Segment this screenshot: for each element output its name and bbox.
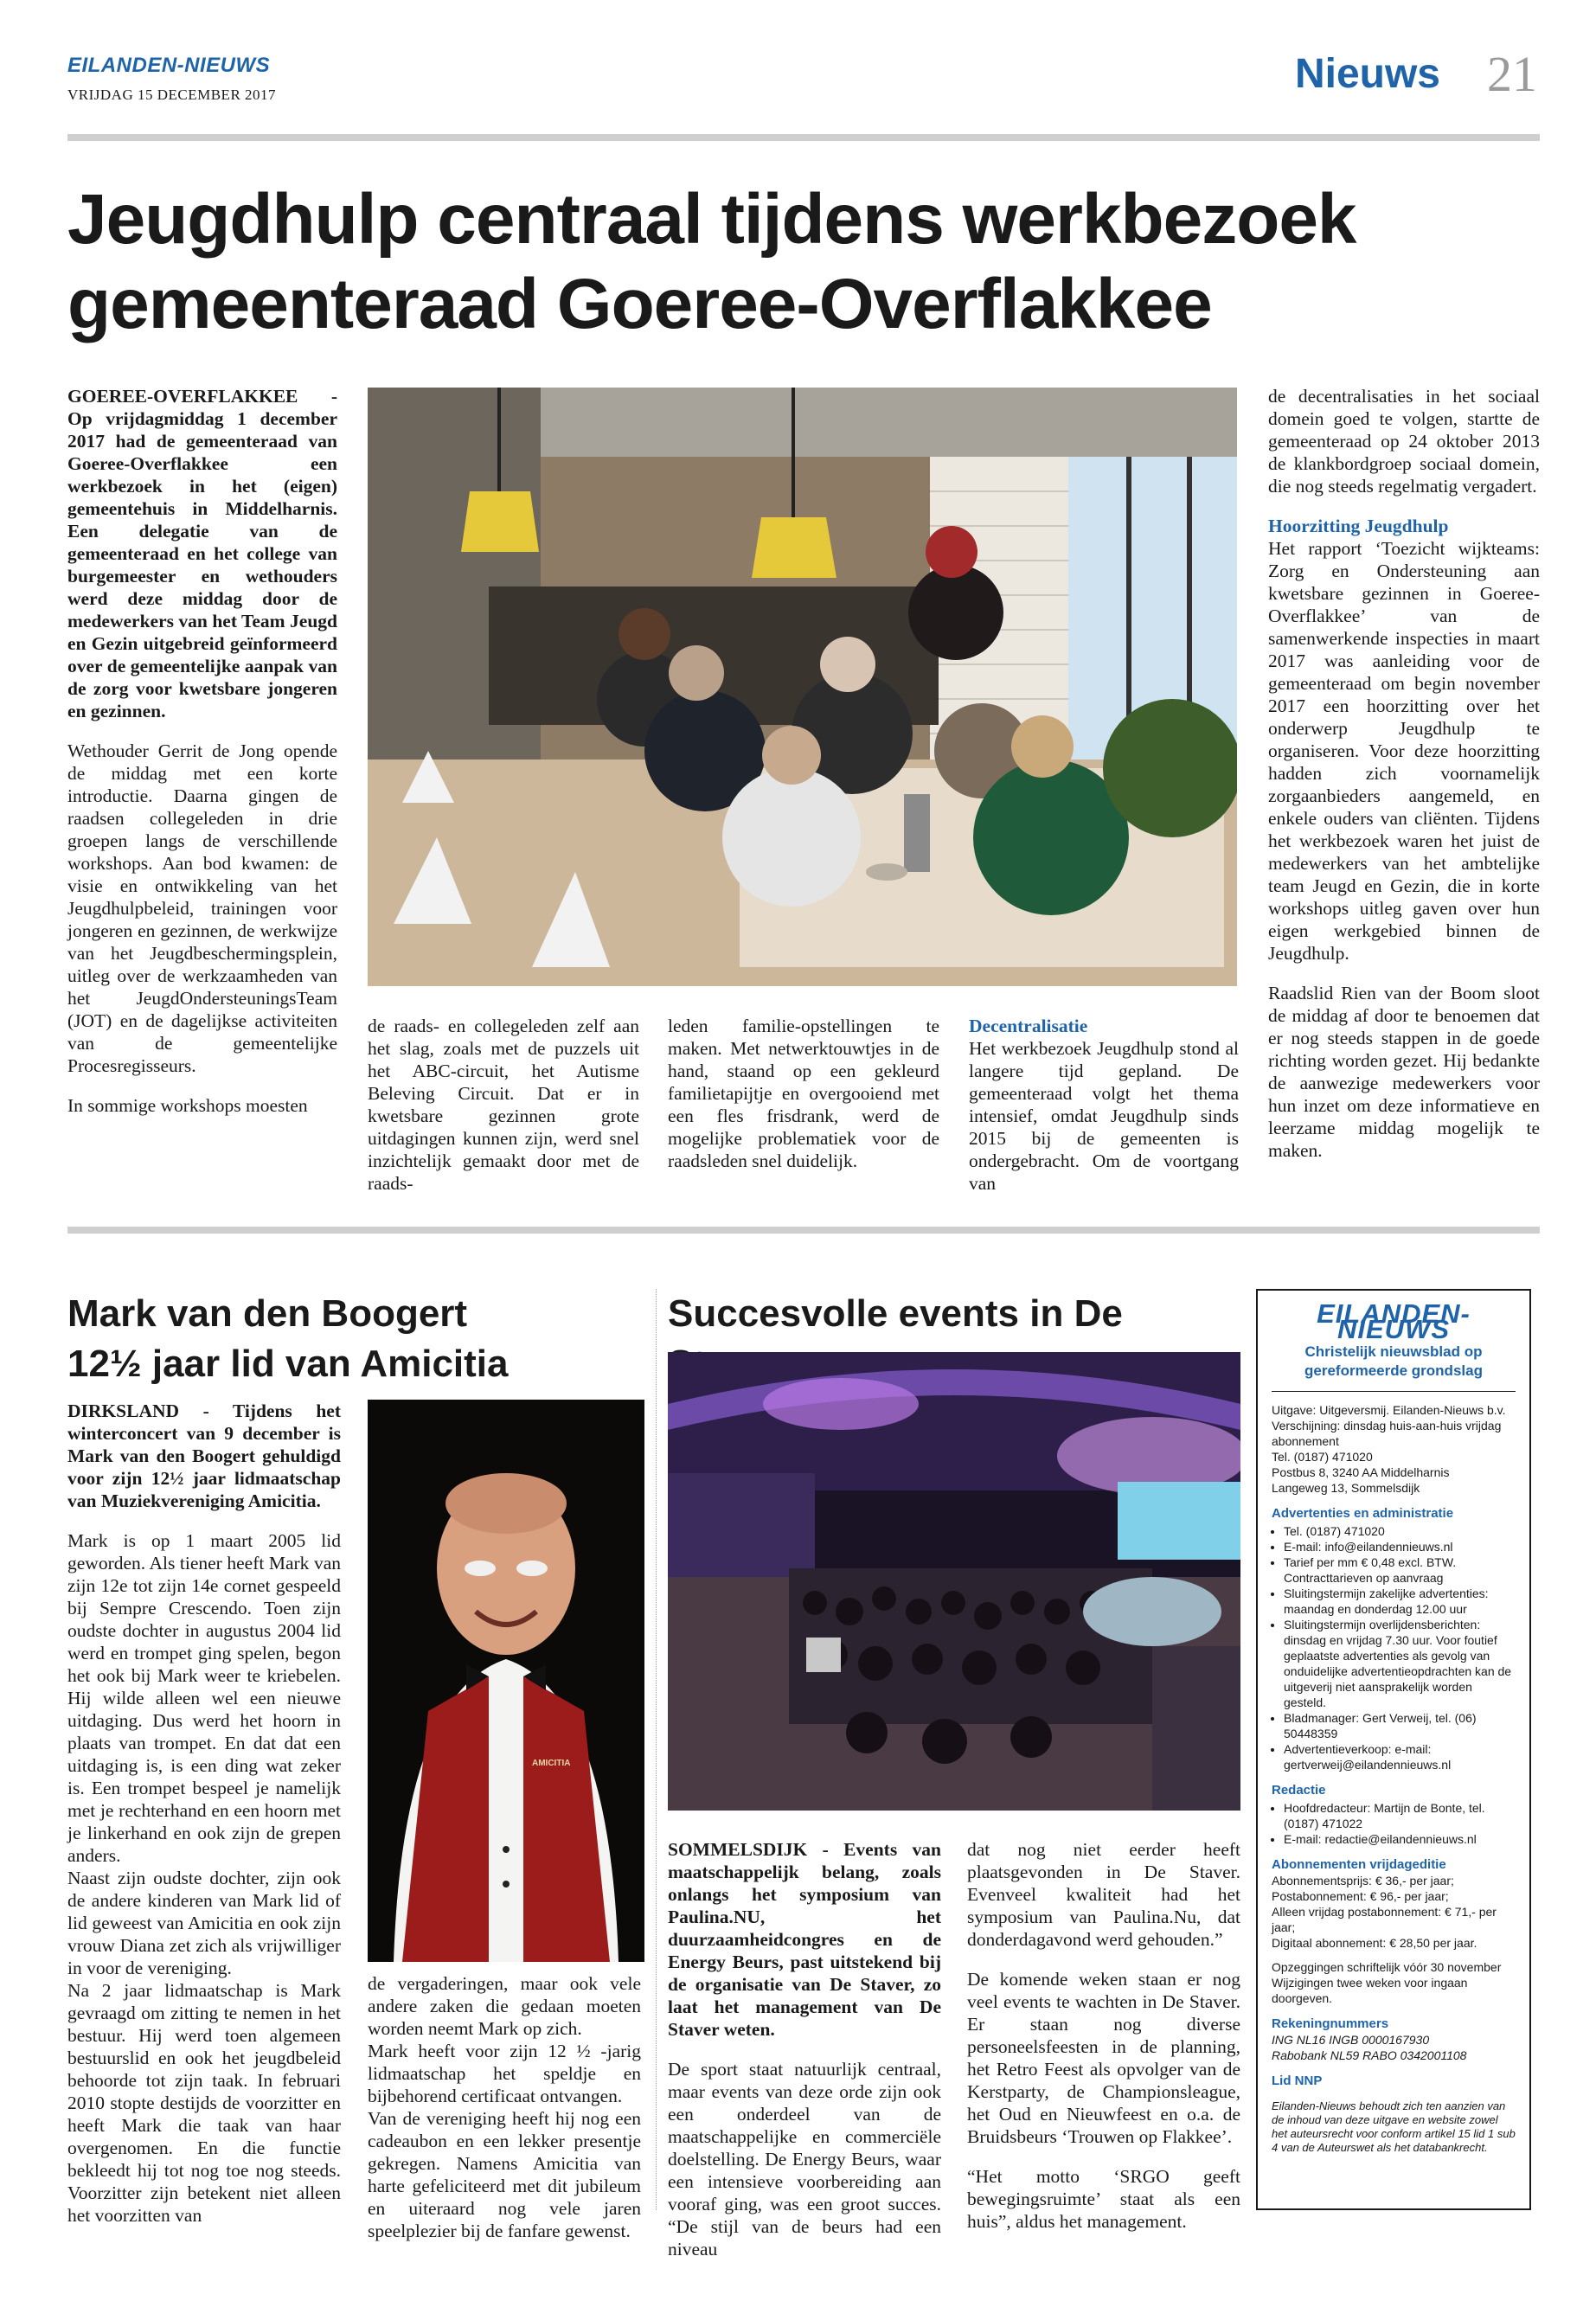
- section-title: Nieuws: [1294, 51, 1440, 97]
- article1-col2-paragraph: de raads- en collegeleden zelf aan het slag, zoals met de puzzels uit het ABC-circuit, het Autisme Beleving Circuit. Dat er in kwetsbare gezinnen grote uitdagingen kunnen zijn, werd snel inzichtelijk gemaakt door met de raads-: [368, 1016, 639, 1194]
- event-photo: [668, 1352, 1240, 1811]
- article1-lead: GOEREE-OVERFLAKKEE - Op vrijdagmiddag 1 december 2017 had de gemeenteraad van Goeree-Overflakkee een werkbezoek in het (eigen) gemeentehuis in Middelharnis. Een delegatie van de gemeenteraad en het college van burgemeester en wethouders werd deze middag door de medewerkers van het Team Jeugd en Gezin uitgebreid geïnformeerd over de gemeentelijke aanpak van de zorg voor kwetsbare jongeren en gezinnen.: [67, 386, 337, 721]
- article1-column-5: [1268, 385, 1540, 1179]
- list-item: • Tel. (0187) 471020: [1284, 1523, 1516, 1539]
- colophon-rek-heading: Rekeningnummers: [1272, 2016, 1389, 2031]
- column-separator: [656, 1289, 657, 2210]
- article2-headline: [67, 1289, 621, 1389]
- colophon-opzeggingen: Opzeggingen schriftelijk vóór 30 november Wijzigingen twee weken voor ingaan doorgeven.: [1272, 1960, 1502, 2005]
- article2-column-1: [67, 1400, 341, 2244]
- colophon-abo-line: Digitaal abonnement: € 28,50 per jaar.: [1272, 1936, 1477, 1950]
- page-number: 21: [1487, 46, 1537, 102]
- article1-col1-paragraph: Wethouder Gerrit de Jong opende de middag met een korte introductie. Daarna gingen de raadsen collegeleden in drie groepen langs de verschillende workshops. Aan bod kwamen: de visie en ontwikkeling van het Jeugdhulpbeleid, trainingen voor jongeren en gezinnen, de werkwijze van het Jeugdbeschermingsplein, uitleg over de werkzaamheden van het JeugdOndersteuningsTeam (JOT) en de dagelijkse activiteiten van de gemeentelijke Procesregisseurs.: [67, 740, 337, 1076]
- article-headline: [67, 177, 1538, 347]
- article2-col2-paragraph: de vergaderingen, maar ook vele andere zaken die gedaan moeten worden neemt Mark op zich. Mark heeft voor zijn 12 ½ -jarig lidmaatschap het speldje en bijbehorend certificaat ontvangen. Van de vereniging heeft hij nog een cadeaubon en een lekker presentje gekregen. Namens Amicitia van harte gefeliciteerd met dit jubileum en uiteraard nog vele jaren speelplezier bij de fanfare gewenst.: [368, 1973, 641, 2241]
- colophon-nnp: Lid NNP: [1272, 2073, 1323, 2088]
- list-item: • E-mail: redactie@eilandennieuws.nl: [1284, 1831, 1516, 1847]
- article2-headline-line-2: 12½ jaar lid van Amicitia: [67, 1343, 509, 1385]
- list-item: • Bladmanager: Gert Verweij, tel. (06) 50448359: [1284, 1710, 1516, 1741]
- list-item: • Sluitingstermijn zakelijke advertenties: maandag en donderdag 12.00 uur: [1284, 1586, 1516, 1617]
- portrait-photo: [368, 1400, 644, 1962]
- meeting-photo: [368, 388, 1237, 986]
- headline-line-2: gemeenteraad Goeree-Overflakkee: [67, 265, 1212, 343]
- colophon-logo: EILANDEN-NIEUWS: [1317, 1298, 1471, 1344]
- list-item: • Hoofdredacteur: Martijn de Bonte, tel. (0187) 471022: [1284, 1800, 1516, 1831]
- subheading-decentralisatie: Decentralisatie: [969, 1016, 1088, 1036]
- portrait-photo-illustration: [368, 1400, 644, 1962]
- colophon-adv-list: [1272, 1523, 1516, 1772]
- list-item: • Sluitingstermijn overlijdensberichten: dinsdag en vrijdag 7.30 uur. Voor foutief geplaatste advertenties als gevolg van onduidelijke advertentieopdrachten kan de uitgeverij niet aansprakelijk worden gesteld.: [1284, 1617, 1516, 1710]
- headline-line-1: Jeugdhulp centraal tijdens werkbezoek: [67, 180, 1356, 259]
- article3-lead: SOMMELSDIJK - Events van maatschappelijk belang, zoals onlangs het symposium van Paulina.NU, het duurzaamheidcongres en de Energy Beurs, past uitstekend bij de organisatie van De Staver, zo laat het management van De Staver weten.: [668, 1839, 941, 2040]
- article3-column-1: [668, 1838, 941, 2278]
- meeting-photo-illustration: [368, 388, 1237, 986]
- article3-col2-paragraph-2: De komende weken staan er nog veel events te wachten in De Staver. Er staan nog diverse personeelsfeesten in de planning, het Retro Feest als opvolger van de Kerstparty, de Championsleague, het Oud en Nieuwfeest en o.a. de Bruidsbeurs ‘Trouwen op Flakkee’.: [967, 1969, 1240, 2147]
- list-item: • E-mail: info@eilandennieuws.nl: [1284, 1539, 1516, 1554]
- article1-col3-paragraph: leden familie-opstellingen te maken. Met netwerktouwtjes in de hand, staand op een gekleurd familietapijtje en overgooiend met een fles frisdrank, werd de mogelijke problematiek voor de raadsleden snel duidelijk.: [668, 1016, 939, 1171]
- colophon-disclaimer: Eilanden-Nieuws behoudt zich ten aanzien van de inhoud van deze uitgave en website zowel het auteursrecht voor conform artikel 15 lid 1 sub 4 van de Auteurswet als het databankrecht.: [1272, 2099, 1516, 2154]
- colophon-abo-line: Postabonnement: € 96,- per jaar;: [1272, 1889, 1449, 1903]
- article2-headline-line-1: Mark van den Boogert: [67, 1292, 468, 1335]
- article1-column-2: [368, 1015, 639, 1212]
- colophon-postbus: Postbus 8, 3240 AA Middelharnis: [1272, 1465, 1450, 1479]
- article1-col4-paragraph: Het werkbezoek Jeugdhulp stond al langere tijd gepland. De gemeenteraad volgt het thema intensief, omdat Jeugdhulp sinds 2015 bij de gemeenten is ondergebracht. Om de voortgang van: [969, 1038, 1239, 1194]
- masthead-logo: EILANDEN-NIEUWS: [67, 54, 271, 77]
- colophon-verschijning: Verschijning: dinsdag huis-aan-huis vrijdag abonnement: [1272, 1419, 1502, 1448]
- colophon-rek-line: Rabobank NL59 RABO 0342001108: [1272, 2048, 1467, 2062]
- colophon-divider: [1272, 1391, 1516, 1392]
- colophon-adres: Langeweg 13, Sommelsdijk: [1272, 1481, 1420, 1495]
- header-rule: [67, 134, 1540, 141]
- article3-column-2: [967, 1838, 1240, 2250]
- article2-lead: DIRKSLAND - Tijdens het winterconcert van 9 december is Mark van den Boogert gehuldigd voor zijn 12½ jaar lidmaatschap van Muziekvereniging Amicitia.: [67, 1400, 341, 1511]
- article3-col2-paragraph-3: “Het motto ‘SRGO geeft bewegingsruimte’ staat als een huis”, aldus het management.: [967, 2166, 1240, 2232]
- section-rule: [67, 1227, 1540, 1234]
- list-item: • Advertentieverkoop: e-mail: gertverweij@eilandennieuws.nl: [1284, 1741, 1516, 1772]
- subheading-hoorzitting: Hoorzitting Jeugdhulp: [1268, 516, 1449, 536]
- article1-column-1: [67, 385, 337, 1134]
- issue-date: VRIJDAG 15 DECEMBER 2017: [67, 87, 277, 103]
- article1-col5-paragraph-1: de decentralisaties in het sociaal domein goed te volgen, startte de gemeenteraad op 24 oktober 2013 de klankbordgroep sociaal domein, die nog steeds regelmatig vergadert.: [1268, 386, 1540, 497]
- vest-logo-text: AMICITIA: [532, 1759, 571, 1768]
- event-photo-illustration: [668, 1352, 1240, 1811]
- colophon-adv-heading: Advertenties en administratie: [1272, 1506, 1454, 1521]
- colophon-abo-heading: Abonnementen vrijdageditie: [1272, 1857, 1446, 1872]
- article3-headline: Succesvolle events in De: [668, 1292, 1123, 1335]
- article1-column-3: [668, 1015, 939, 1189]
- colophon-rek-line: ING NL16 INGB 0000167930: [1272, 2033, 1430, 2047]
- article1-column-4: [969, 1015, 1239, 1212]
- article1-col5-paragraph-2: Het rapport ‘Toezicht wijkteams: Zorg en Ondersteuning aan kwetsbare gezinnen in Goeree-Overflakkee’ van de samenwerkende inspecties in maart 2017 was aanleiding voor de gemeenteraad om begin november 2017 een hoorzitting over het onderwerp Jeugdhulp te organiseren. Voor deze hoorzitting hadden zich voornamelijk zorgaanbieders aangemeld, en enkele ouders van cliënten. Tijdens het werkbezoek waren het juist de medewerkers van het ambtelijke team Jeugd en Gezin, die in korte workshops uitleg gaven over hun eigen werkgebied binnen de Jeugdhulp.: [1268, 538, 1540, 964]
- article2-col1-paragraph: Mark is op 1 maart 2005 lid geworden. Als tiener heeft Mark van zijn 12e tot zijn 14e cornet gespeeld bij Sempre Crescendo. Toen zijn oudste dochter in augustus 2004 lid werd en trompet ging spelen, begon het ook bij Mark weer te kriebelen. Hij wilde alleen wel een nieuwe uitdaging. Dus werd het hoorn in plaats van trompet. En dat dat een uitdaging is, is een ding wat zeker is. Een trompet bespeel je namelijk met je rechterhand en een hoorn met je linkerhand en ook zijn de grepen anders. Naast zijn oudste dochter, zijn ook de andere kinderen van Mark lid of lid geweest van Amicitia en ook zijn vrouw Diana zet zich als vrijwilliger in voor de vereniging. Na 2 jaar lidmaatschap is Mark gevraagd om zitting te nemen in het bestuur. Hij werd toen algemeen bestuurslid en ook het jeugdbeleid behoorde tot zijn taak. In februari 2010 stopte destijds de voorzitter en heeft Mark die taak van haar overgenomen. En die functie bekleedt hij tot nog toe nog steeds. Voorzitter zijn betekent niet alleen het voorzitten van: [67, 1530, 341, 2226]
- colophon-redactie-list: [1272, 1800, 1516, 1847]
- colophon-tagline: Christelijk nieuwsblad op gereformeerde grondslag: [1304, 1343, 1483, 1379]
- list-item: • Tarief per mm € 0,48 excl. BTW. Contracttarieven op aanvraag: [1284, 1554, 1516, 1586]
- colophon-box: [1256, 1289, 1531, 2210]
- colophon-tel: Tel. (0187) 471020: [1272, 1450, 1373, 1464]
- article3-col2-paragraph-1: dat nog niet eerder heeft plaatsgevonden in De Staver. Evenveel kwaliteit had het symposium van Paulina.Nu, dat donderdagavond werd gehouden.”: [967, 1839, 1240, 1950]
- colophon-abo-line: Abonnementsprijs: € 36,- per jaar;: [1272, 1874, 1454, 1888]
- article2-column-2: [368, 1972, 641, 2259]
- colophon-redactie-heading: Redactie: [1272, 1783, 1326, 1798]
- article3-col1-paragraph: De sport staat natuurlijk centraal, maar events van deze orde zijn ook een onderdeel van de maatschappelijke en commerciële doelstelling. De Energy Beurs, waar een intensieve voorbereiding aan vooraf ging, was een groot succes. “De stijl van de beurs had een niveau: [668, 2059, 941, 2259]
- colophon-uitgave: Uitgave: Uitgeversmij. Eilanden-Nieuws b.v.: [1272, 1403, 1506, 1417]
- article1-col5-paragraph-3: Raadslid Rien van der Boom sloot de middag af door te benoemen dat er nog steeds stappen in de goede richting worden gezet. Hij bedankte de aanwezige medewerkers voor hun inzet om deze informatieve en leerzame middag mogelijk te maken.: [1268, 983, 1540, 1161]
- colophon-abo-line: Alleen vrijdag postabonnement: € 71,- per jaar;: [1272, 1905, 1497, 1934]
- article1-col1-paragraph-2: In sommige workshops moesten: [67, 1095, 308, 1116]
